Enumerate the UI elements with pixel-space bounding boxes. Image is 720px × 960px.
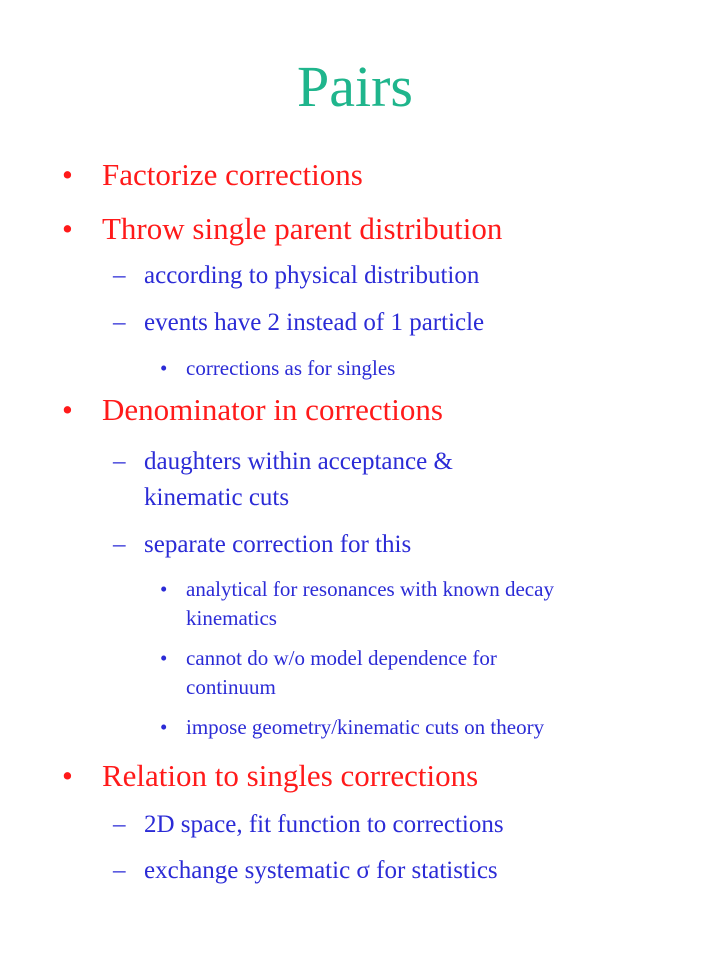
sub-item-2d-space: 2D space, fit function to corrections bbox=[144, 811, 504, 838]
dash-icon: – bbox=[113, 857, 126, 884]
sub-item-separate-correction: separate correction for this bbox=[144, 531, 412, 558]
bullet-icon: • bbox=[62, 392, 73, 427]
sub-sub-item-impose-geometry: impose geometry/kinematic cuts on theory bbox=[186, 715, 545, 739]
bullet-factorize-corrections: Factorize corrections bbox=[102, 157, 363, 192]
bullet-icon: • bbox=[62, 758, 73, 793]
bullet-icon: • bbox=[62, 157, 73, 192]
sub-item-physical-distribution: according to physical distribution bbox=[144, 262, 480, 289]
bullet-icon: • bbox=[160, 577, 168, 601]
sub-sub-item-analytical-line2: kinematics bbox=[186, 606, 277, 630]
sub-sub-item-analytical-line1: analytical for resonances with known decay bbox=[186, 577, 554, 601]
dash-icon: – bbox=[113, 262, 126, 289]
sub-item-daughters-line1: daughters within acceptance & bbox=[144, 448, 453, 475]
sub-sub-item-model-dependence-line2: continuum bbox=[186, 675, 276, 699]
slide-title: Pairs bbox=[297, 54, 413, 119]
dash-icon: – bbox=[113, 531, 126, 558]
bullet-icon: • bbox=[62, 211, 73, 246]
sub-item-two-particles: events have 2 instead of 1 particle bbox=[144, 309, 485, 336]
bullet-throw-single-parent: Throw single parent distribution bbox=[102, 211, 503, 246]
bullet-icon: • bbox=[160, 646, 168, 670]
sub-sub-item-model-dependence-line1: cannot do w/o model dependence for bbox=[186, 646, 497, 670]
dash-icon: – bbox=[113, 448, 126, 475]
sub-item-exchange-systematic: exchange systematic σ for statistics bbox=[144, 857, 498, 884]
bullet-icon: • bbox=[160, 715, 168, 739]
bullet-denominator: Denominator in corrections bbox=[102, 392, 443, 427]
dash-icon: – bbox=[113, 811, 126, 838]
sub-item-daughters-line2: kinematic cuts bbox=[144, 484, 290, 511]
bullet-relation-singles: Relation to singles corrections bbox=[102, 758, 479, 793]
bullet-icon: • bbox=[160, 356, 168, 380]
dash-icon: – bbox=[113, 309, 126, 336]
sub-sub-item-corrections-singles: corrections as for singles bbox=[186, 356, 396, 380]
